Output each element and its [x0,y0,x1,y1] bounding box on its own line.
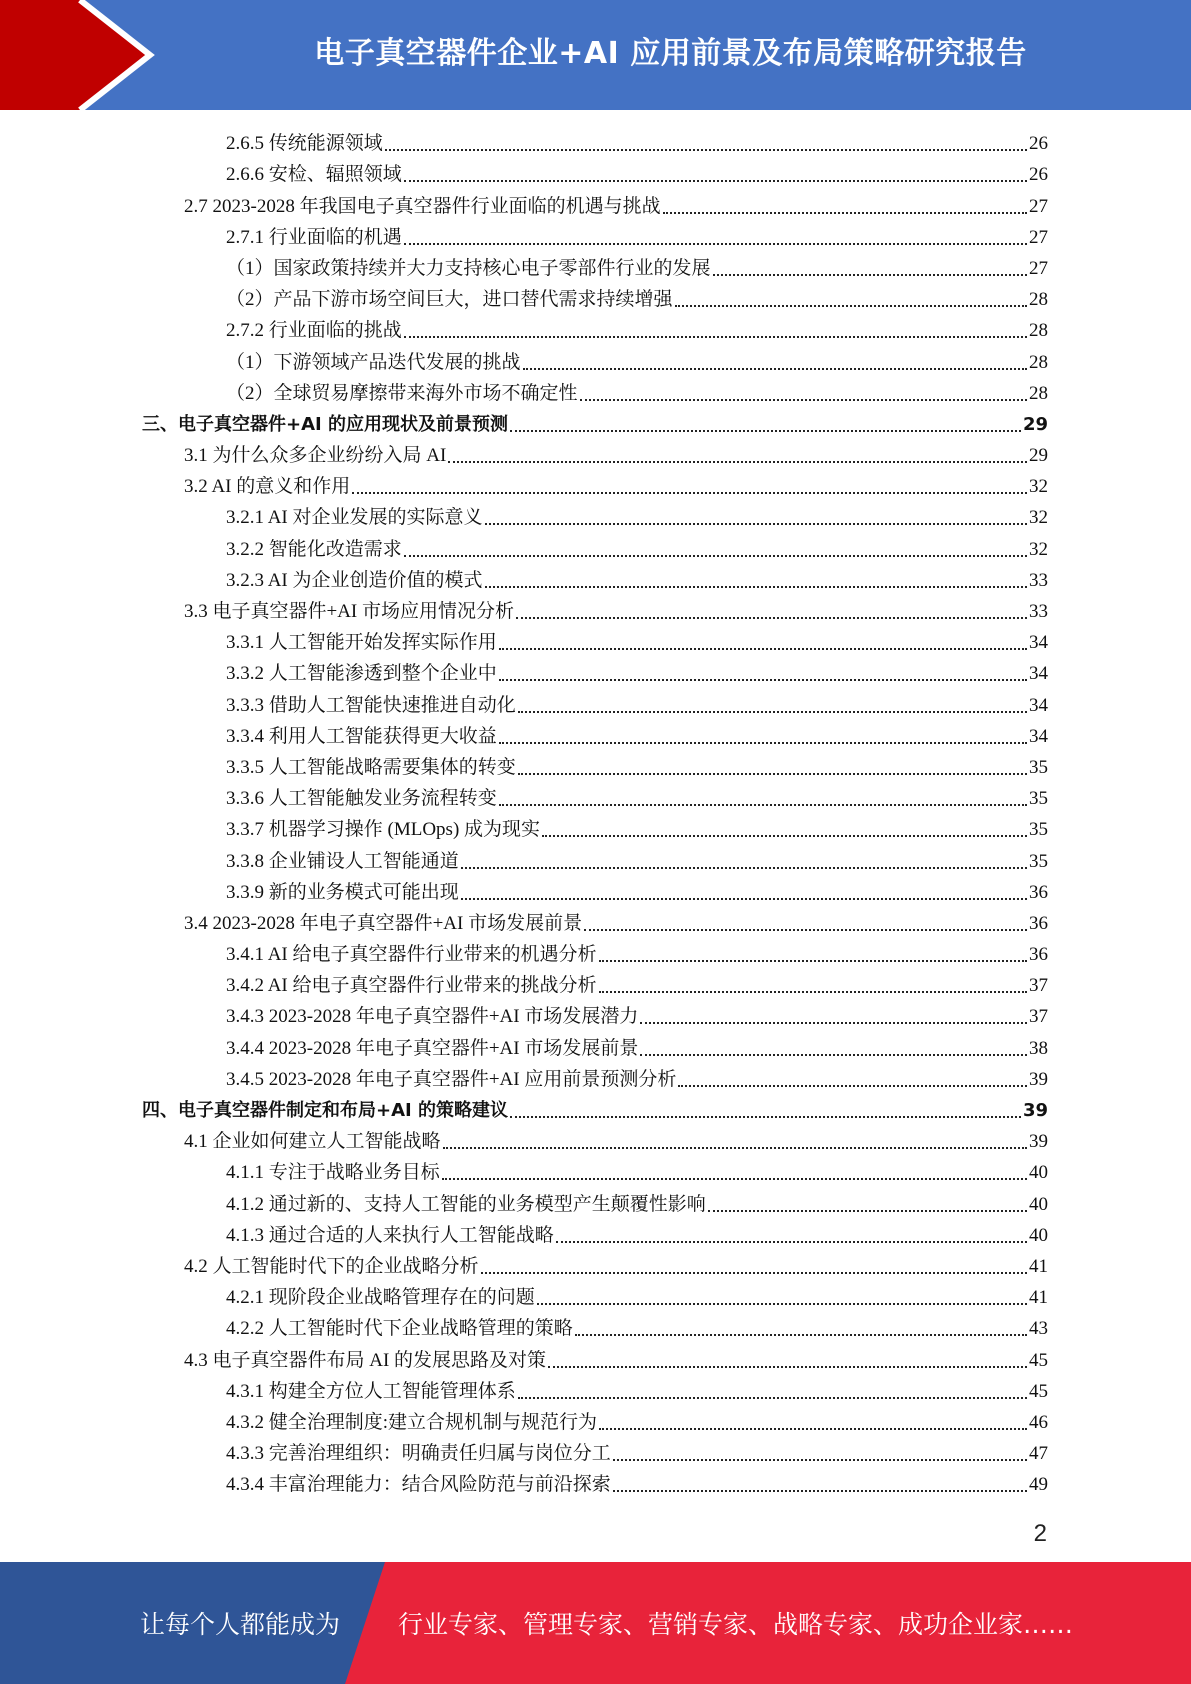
toc-leader-dots [385,149,1027,151]
toc-leader-dots [518,711,1027,713]
toc-entry-page: 38 [1029,1037,1048,1059]
toc-entry[interactable] [0,1031,1191,1062]
toc-entry-page: 35 [1029,819,1048,841]
toc-leader-dots [518,773,1027,775]
toc-entry-page: 27 [1029,226,1048,248]
header-title: 电子真空器件企业+AI 应用前景及布局策略研究报告 [314,36,1027,71]
toc-entry-label: 3.3.6 人工智能触发业务流程转变 [226,788,497,810]
toc-entry[interactable] [0,439,1191,470]
toc-entry-label: 4.1.3 通过合适的人来执行人工智能战略 [226,1224,554,1246]
toc-entry-label: 3.3.2 人工智能渗透到整个企业中 [226,663,497,685]
toc-entry-label: 2.7.1 行业面临的机遇 [226,226,402,248]
toc-leader-dots [523,368,1027,370]
toc-entry-label: 3.3.5 人工智能战略需要集体的转变 [226,756,516,778]
toc-entry[interactable] [0,470,1191,501]
toc-entry[interactable] [0,1156,1191,1187]
toc-leader-dots [599,991,1027,993]
toc-leader-dots [499,648,1027,650]
toc-leader-dots [485,586,1027,588]
toc-entry-page: 40 [1029,1224,1048,1246]
toc-entry-page: 35 [1029,850,1048,872]
toc-leader-dots [599,1428,1027,1430]
toc-entry[interactable] [0,158,1191,189]
toc-leader-dots [404,336,1027,338]
toc-leader-dots [510,430,1021,432]
footer-banner [0,1562,1191,1684]
toc-entry-label: 2.6.6 安检、辐照领域 [226,164,402,186]
toc-leader-dots [663,212,1027,214]
toc-entry-page: 43 [1029,1318,1048,1340]
toc-leader-dots [675,305,1027,307]
toc-entry-page: 45 [1029,1349,1048,1371]
toc-leader-dots [584,929,1027,931]
toc-entry-page: 28 [1029,351,1048,373]
toc-entry[interactable] [0,1063,1191,1094]
toc-entry-label: 4.3 电子真空器件布局 AI 的发展思路及对策 [184,1349,547,1371]
toc-entry-page: 32 [1029,538,1048,560]
toc-entry-page: 26 [1029,133,1048,155]
toc-entry-label: 4.3.2 健全治理制度:建立合规机制与规范行为 [226,1411,598,1433]
toc-leader-dots [708,1210,1027,1212]
toc-entry[interactable] [0,1343,1191,1374]
toc-entry[interactable] [0,221,1191,252]
toc-entry[interactable] [0,283,1191,314]
toc-leader-dots [548,1366,1027,1368]
toc-entry[interactable] [0,1375,1191,1406]
toc-leader-dots [404,180,1027,182]
toc-entry[interactable] [0,1281,1191,1312]
toc-leader-dots [518,1397,1027,1399]
toc-entry-page: 41 [1029,1287,1048,1309]
toc-entry-page: 46 [1029,1411,1048,1433]
toc-entry-label: 4.1.1 专注于战略业务目标 [226,1162,440,1184]
toc-entry[interactable] [0,813,1191,844]
toc-entry-page: 39 [1029,1131,1048,1153]
footer-slogan-left: 让每个人都能成为 [140,1610,341,1639]
toc-entry-page: 35 [1029,756,1048,778]
toc-entry-label: （2）产品下游市场空间巨大，进口替代需求持续增强 [226,289,673,311]
toc-entry-label: 2.7 2023-2028 年我国电子真空器件行业面临的机遇与挑战 [184,195,661,217]
toc-entry-label: 3.4 2023-2028 年电子真空器件+AI 市场发展前景 [184,912,583,934]
toc-leader-dots [461,867,1027,869]
toc-entry[interactable] [0,1437,1191,1468]
toc-entry[interactable] [0,314,1191,345]
toc-entry-label: 3.3.7 机器学习操作 (MLOps) 成为现实 [226,819,541,841]
toc-entry[interactable] [0,408,1191,439]
toc-entry-label: 四、电子真空器件制定和布局+AI 的策略建议 [142,1100,508,1121]
toc-leader-dots [448,461,1027,463]
toc-entry-page: 34 [1029,694,1048,716]
toc-entry-label: 3.3.1 人工智能开始发挥实际作用 [226,632,497,654]
toc-entry[interactable] [0,1219,1191,1250]
toc-entry-label: 3.2.2 智能化改造需求 [226,538,402,560]
toc-entry[interactable] [0,751,1191,782]
toc-leader-dots [352,492,1027,494]
toc-entry[interactable] [0,564,1191,595]
toc-entry-label: （1）下游领域产品迭代发展的挑战 [226,351,521,373]
toc-entry-page: 47 [1029,1443,1048,1465]
toc-entry-page: 27 [1029,195,1048,217]
toc-leader-dots [556,1241,1027,1243]
toc-entry-page: 33 [1029,601,1048,622]
toc-leader-dots [461,898,1027,900]
toc-entry-page: 40 [1029,1193,1048,1215]
toc-entry-label: 3.3.8 企业铺设人工智能通道 [226,850,459,872]
toc-entry[interactable] [0,127,1191,158]
toc-entry-label: 2.7.2 行业面临的挑战 [226,320,402,342]
toc-leader-dots [404,555,1027,557]
toc-entry-label: （1）国家政策持续并大力支持核心电子零部件行业的发展 [226,257,711,279]
toc-entry-label: 3.4.1 AI 给电子真空器件行业带来的机遇分析 [226,944,597,966]
toc-entry[interactable] [0,1125,1191,1156]
toc-entry-label: 3.4.5 2023-2028 年电子真空器件+AI 应用前景预测分析 [226,1068,677,1090]
toc-entry-label: 三、电子真空器件+AI 的应用现状及前景预测 [142,413,508,435]
toc-entry[interactable] [0,1000,1191,1031]
toc-entry[interactable] [0,345,1191,376]
toc-leader-dots [510,1116,1021,1118]
toc-entry-label: 3.3.4 利用人工智能获得更大收益 [226,725,497,747]
toc-entry-page: 32 [1029,507,1048,529]
toc-leader-dots [442,1178,1027,1180]
toc-entry-label: 2.6.5 传统能源领域 [226,133,383,155]
table-of-contents [0,127,1191,1499]
toc-entry[interactable] [0,377,1191,408]
toc-leader-dots [713,274,1027,276]
toc-leader-dots [499,804,1027,806]
toc-entry-label: 3.3 电子真空器件+AI 市场应用情况分析 [184,601,515,622]
toc-entry[interactable] [0,1468,1191,1499]
toc-entry-page: 29 [1029,445,1048,467]
toc-entry-page: 28 [1029,289,1048,311]
toc-leader-dots [599,960,1027,962]
toc-entry-page: 40 [1029,1162,1048,1184]
toc-entry-page: 28 [1029,320,1048,342]
toc-entry-label: 3.4.3 2023-2028 年电子真空器件+AI 市场发展潜力 [226,1006,639,1028]
toc-entry-label: 4.3.1 构建全方位人工智能管理体系 [226,1380,516,1402]
toc-entry[interactable] [0,1406,1191,1437]
toc-entry-page: 41 [1029,1255,1048,1277]
header-banner [0,0,1191,110]
toc-leader-dots [575,1334,1027,1336]
toc-entry-label: 4.3.3 完善治理组织：明确责任归属与岗位分工 [226,1443,611,1465]
toc-entry-page: 34 [1029,725,1048,747]
toc-entry-page: 37 [1029,975,1048,997]
toc-entry[interactable] [0,189,1191,220]
toc-entry[interactable] [0,595,1191,626]
toc-entry-page: 36 [1029,881,1048,903]
toc-leader-dots [499,742,1027,744]
toc-entry-label: 3.3.3 借助人工智能快速推进自动化 [226,694,516,716]
toc-entry-label: 4.1.2 通过新的、支持人工智能的业务模型产生颠覆性影响 [226,1193,706,1215]
toc-leader-dots [443,1147,1027,1149]
toc-entry[interactable] [0,782,1191,813]
toc-leader-dots [404,243,1027,245]
toc-entry[interactable] [0,1094,1191,1125]
toc-leader-dots [640,1022,1027,1024]
toc-entry-page: 33 [1029,569,1048,591]
toc-leader-dots [516,617,1027,619]
toc-entry[interactable] [0,1187,1191,1218]
toc-entry[interactable] [0,938,1191,969]
toc-entry-page: 37 [1029,1006,1048,1028]
toc-entry[interactable] [0,720,1191,751]
toc-entry-page: 34 [1029,663,1048,685]
toc-leader-dots [640,1054,1027,1056]
toc-entry[interactable] [0,907,1191,938]
toc-entry-label: 4.3.4 丰富治理能力：结合风险防范与前沿探索 [226,1474,611,1496]
toc-entry[interactable] [0,252,1191,283]
toc-entry-page: 36 [1029,944,1048,966]
toc-entry-page: 39 [1029,1068,1048,1090]
toc-entry[interactable] [0,969,1191,1000]
toc-entry[interactable] [0,876,1191,907]
toc-entry-label: 4.2.2 人工智能时代下企业战略管理的策略 [226,1318,573,1340]
toc-entry[interactable] [0,657,1191,688]
toc-entry-label: 3.3.9 新的业务模式可能出现 [226,881,459,903]
toc-entry-label: 3.4.4 2023-2028 年电子真空器件+AI 市场发展前景 [226,1037,639,1059]
toc-entry-page: 45 [1029,1380,1048,1402]
toc-entry-page: 34 [1029,632,1048,654]
toc-leader-dots [613,1490,1027,1492]
toc-entry-page: 26 [1029,164,1048,186]
toc-entry-page: 49 [1029,1474,1048,1496]
toc-leader-dots [485,523,1027,525]
toc-entry-page: 27 [1029,257,1048,279]
toc-entry-label: 4.2.1 现阶段企业战略管理存在的问题 [226,1287,535,1309]
toc-leader-dots [613,1459,1027,1461]
toc-entry[interactable] [0,626,1191,657]
toc-entry-label: （2）全球贸易摩擦带来海外市场不确定性 [226,382,578,404]
toc-entry[interactable] [0,501,1191,532]
toc-entry-label: 3.4.2 AI 给电子真空器件行业带来的挑战分析 [226,975,597,997]
toc-leader-dots [580,399,1027,401]
toc-entry-page: 29 [1022,413,1048,435]
toc-leader-dots [499,679,1027,681]
toc-entry[interactable] [0,532,1191,563]
footer-slogan-right: 行业专家、管理专家、营销专家、战略专家、成功企业家…… [398,1610,1074,1639]
toc-entry-label: 3.2 AI 的意义和作用 [184,476,351,498]
toc-entry-label: 4.1 企业如何建立人工智能战略 [184,1131,441,1153]
toc-entry-label: 3.2.3 AI 为企业创造价值的模式 [226,569,483,591]
toc-entry[interactable] [0,688,1191,719]
toc-entry[interactable] [0,1312,1191,1343]
toc-entry[interactable] [0,1250,1191,1281]
toc-entry[interactable] [0,844,1191,875]
toc-leader-dots [542,835,1027,837]
toc-leader-dots [537,1303,1027,1305]
toc-leader-dots [678,1085,1027,1087]
toc-entry-page: 39 [1022,1100,1048,1121]
toc-entry-page: 35 [1029,788,1048,810]
page-number: 2 [1033,1520,1047,1547]
toc-entry-page: 36 [1029,912,1048,934]
toc-entry-label: 3.2.1 AI 对企业发展的实际意义 [226,507,483,529]
toc-entry-page: 32 [1029,476,1048,498]
toc-entry-label: 4.2 人工智能时代下的企业战略分析 [184,1255,479,1277]
toc-entry-page: 28 [1029,382,1048,404]
toc-leader-dots [481,1272,1027,1274]
toc-entry-label: 3.1 为什么众多企业纷纷入局 AI [184,445,447,467]
